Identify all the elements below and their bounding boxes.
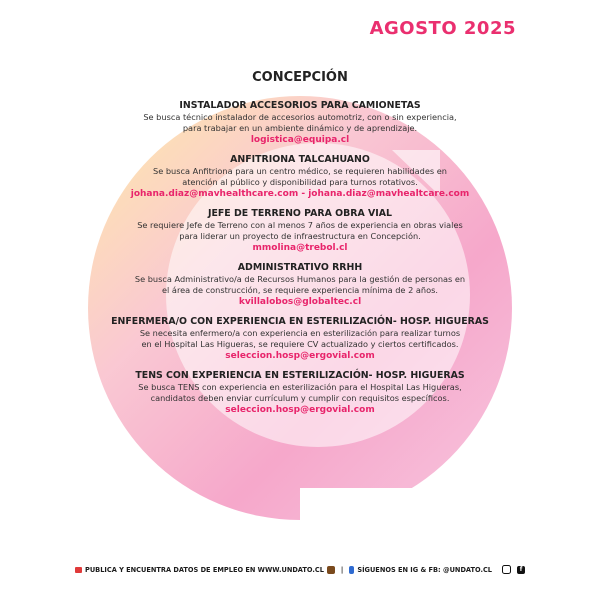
header-date: AGOSTO 2025 (369, 18, 516, 39)
job-description: el área de construcción, se requiere experiencia mínima de 2 años. (162, 285, 438, 295)
job-description: Se busca Anfitriona para un centro médico, se requieren habilidades en (153, 166, 447, 176)
job-title: INSTALADOR ACCESORIOS PARA CAMIONETAS (179, 100, 421, 111)
job-description: candidatos deben enviar currículum y cumplir con requisitos específicos. (150, 393, 450, 403)
job-item (110, 370, 490, 416)
job-item (110, 262, 490, 308)
footer-follow-text[interactable]: SÍGUENOS EN IG & FB: @UNDATO.CL (357, 565, 493, 574)
job-description: Se necesita enfermero/a con experiencia en esterilización para realizar turnos (139, 328, 461, 338)
job-contact-email[interactable]: logistica@equipa.cl (250, 135, 350, 145)
briefcase-icon (327, 566, 335, 574)
job-title: ANFITRIONA TALCAHUANO (230, 154, 370, 165)
facebook-icon[interactable]: f (517, 566, 525, 574)
job-description: Se busca técnico instalador de accesorios automotriz, con o sin experiencia, (143, 112, 457, 122)
megaphone-icon (75, 567, 82, 573)
instagram-icon[interactable] (502, 565, 511, 574)
job-description: Se requiere Jefe de Terreno con al menos 7 años de experiencia en obras viales (137, 220, 463, 230)
job-title: TENS CON EXPERIENCIA EN ESTERILIZACIÓN- HOSP. HIGUERAS (135, 370, 465, 381)
job-item (110, 208, 490, 254)
job-description: atención al público y disponibilidad para turnos rotativos. (182, 177, 418, 187)
job-contact-email[interactable]: johana.diaz@mavhealthcare.com - johana.diaz@mavhealtcare.com (130, 189, 470, 199)
job-title: ADMINISTRATIVO RRHH (237, 262, 363, 273)
phone-icon (349, 566, 354, 574)
job-item (110, 100, 490, 146)
job-contact-email[interactable]: seleccion.hosp@ergovial.com (225, 405, 375, 415)
job-title: ENFERMERA/O CON EXPERIENCIA EN ESTERILIZACIÓN- HOSP. HIGUERAS (111, 316, 489, 327)
section-title: CONCEPCIÓN (252, 70, 348, 85)
job-contact-email[interactable]: seleccion.hosp@ergovial.com (225, 351, 375, 361)
job-item (110, 316, 490, 362)
job-description: Se busca Administrativo/a de Recursos Humanos para la gestión de personas en (134, 274, 466, 284)
footer-publish-text[interactable]: PUBLICA Y ENCUENTRA DATOS DE EMPLEO EN WWW.UNDATO.CL (84, 565, 324, 574)
job-description: para liderar un proyecto de infraestructura en Concepción. (179, 231, 421, 241)
job-description: para trabajar en un ambiente dinámico y de aprendizaje. (182, 123, 418, 133)
job-item (110, 154, 490, 200)
footer-separator: | (340, 565, 344, 574)
job-title: JEFE DE TERRENO PARA OBRA VIAL (208, 208, 392, 219)
job-contact-email[interactable]: kvillalobos@globaltec.cl (238, 297, 362, 307)
footer-bar (0, 565, 600, 574)
job-description: Se busca TENS con experiencia en esterilización para el Hospital Las Higueras, (138, 382, 462, 392)
job-contact-email[interactable]: mmolina@trebol.cl (252, 243, 348, 253)
job-list (110, 100, 490, 424)
job-description: en el Hospital Las Higueras, se requiere CV actualizado y ciertos certificados. (141, 339, 459, 349)
